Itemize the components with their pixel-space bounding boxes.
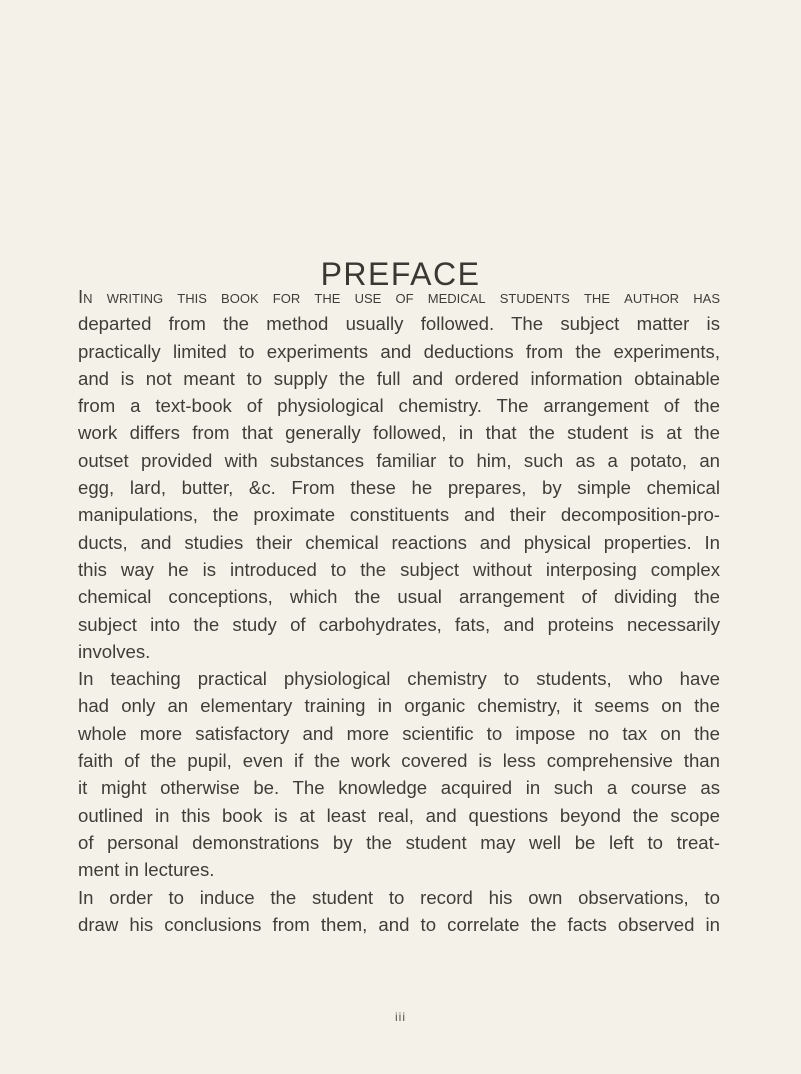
text-line: from a text-book of physiological chemistry. The arrangement of the: [78, 395, 720, 417]
text-line: egg, lard, butter, &c. From these he prepares, by simple chemical: [78, 477, 720, 499]
text-line: whole more satisfactory and more scientific to impose no tax on the: [78, 722, 720, 744]
text-line: ducts, and studies their chemical reactions and physical properties. In: [78, 531, 720, 553]
text-line: it might otherwise be. The knowledge acquired in such a course as: [78, 777, 720, 799]
paragraph: [78, 283, 720, 665]
text-line: subject into the study of carbohydrates, fats, and proteins necessarily: [78, 613, 720, 635]
text-line: In writing this book for the use of medical students the author has: [78, 286, 720, 307]
text-line: practically limited to experiments and deductions from the experiments,: [78, 340, 720, 362]
text-line: of personal demonstrations by the student may well be left to treat-: [78, 831, 720, 853]
text-line: In teaching practical physiological chemistry to students, who have: [78, 668, 720, 690]
paragraph: [78, 665, 720, 883]
text-line: this way he is introduced to the subject without interposing complex: [78, 558, 720, 580]
page-heading: PREFACE: [320, 256, 481, 292]
text-line: chemical conceptions, which the usual arrangement of dividing the: [78, 586, 720, 608]
text-line: In order to induce the student to record his own observations, to: [78, 886, 720, 908]
preface-body: [78, 283, 720, 938]
text-line: faith of the pupil, even if the work covered is less comprehensive than: [78, 750, 720, 772]
page-number: iii: [395, 1010, 406, 1024]
text-line: involves.: [78, 640, 151, 662]
text-line: outset provided with substances familiar to him, such as a potato, an: [78, 449, 720, 471]
paragraph: [78, 884, 720, 939]
text-line: and is not meant to supply the full and ordered information obtainable: [78, 367, 720, 389]
text-line: had only an elementary training in organic chemistry, it seems on the: [78, 695, 720, 717]
text-line: departed from the method usually followed. The subject matter is: [78, 313, 720, 335]
text-line: ment in lectures.: [78, 859, 215, 881]
text-line: work differs from that generally followed, in that the student is at the: [78, 422, 720, 444]
text-line: outlined in this book is at least real, and questions beyond the scope: [78, 804, 720, 826]
text-line: manipulations, the proximate constituents and their decomposition-pro-: [78, 504, 720, 526]
text-line: draw his conclusions from them, and to correlate the facts observed in: [78, 913, 720, 935]
